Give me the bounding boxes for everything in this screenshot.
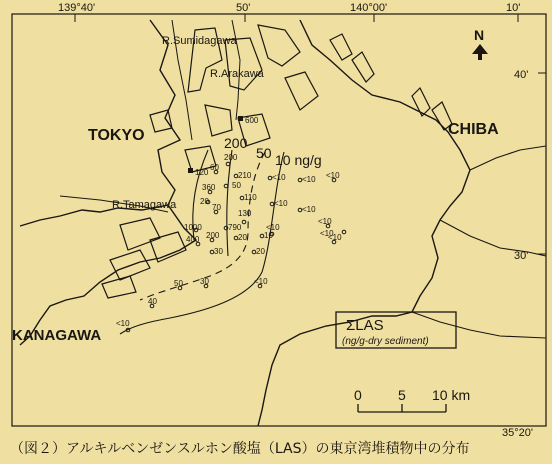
chiba-landfills (330, 34, 452, 130)
station-marker (320, 229, 346, 238)
station-value: <10 (302, 205, 316, 214)
label-tamagawa: R.Tamagawa (112, 199, 177, 211)
station-value: <10 (318, 217, 332, 226)
station-value: 130 (238, 209, 252, 218)
station-value: <10 (266, 223, 280, 232)
station-value: 110 (244, 193, 257, 202)
scale-label-10: 10 km (432, 387, 471, 403)
longitude-ticks (75, 14, 518, 22)
figure-caption: （図２）アルキルベンゼンスルホン酸塩（LAS）の東京湾堆積物中の分布 (10, 441, 470, 457)
station-marker (268, 173, 286, 182)
station-marker (318, 217, 332, 228)
station-marker (298, 205, 316, 214)
station-value: <10 (272, 173, 286, 182)
station-marker (188, 168, 209, 177)
label-chiba: CHIBA (448, 121, 499, 138)
station-value: 60 (210, 163, 219, 172)
station-marker (238, 209, 252, 224)
contour-label-200: 200 (224, 135, 248, 151)
station-value: 20 (238, 233, 247, 242)
lon-tick-1: 139°40' (58, 2, 96, 14)
station-value: <10 (274, 199, 288, 208)
coastline-east-inland (412, 146, 546, 338)
legend-box (336, 312, 456, 348)
scale-bar (358, 404, 446, 412)
station-marker (202, 183, 216, 194)
station-marker (206, 231, 220, 242)
station-value: <10 (328, 233, 342, 242)
station-marker (200, 197, 210, 206)
station-marker (254, 277, 268, 288)
coastline-east (258, 20, 470, 426)
station-value: 30 (214, 247, 223, 256)
station-value: 10 (264, 231, 273, 240)
station-value: <10 (116, 319, 130, 328)
station-value: 20 (256, 247, 265, 256)
station-marker (210, 163, 219, 174)
station-marker (240, 193, 257, 202)
station-value: <10 (326, 171, 340, 180)
station-value: 50 (174, 279, 183, 288)
north-label: N (474, 27, 485, 43)
station-marker (238, 116, 259, 125)
station-marker (224, 153, 238, 166)
station-marker (174, 279, 183, 290)
station-value: <10 (254, 277, 268, 286)
station-marker (200, 277, 209, 288)
station-marker (234, 171, 252, 180)
station-marker (224, 181, 241, 190)
station-marker (234, 233, 247, 242)
lon-tick-4: 10' (506, 2, 521, 14)
station-marker (210, 247, 223, 256)
coastline-west (20, 20, 196, 345)
latitude-ticks (538, 73, 546, 254)
station-marker (212, 203, 221, 214)
contour-label-50: 50 (256, 145, 272, 161)
station-value: 200 (224, 153, 238, 162)
lat-tick-30: 30' (514, 250, 529, 262)
station-value: 40 (148, 297, 157, 306)
map-frame (12, 14, 546, 426)
station-value: 200 (206, 231, 220, 240)
scale-label-0: 0 (354, 387, 362, 403)
station-marker (148, 297, 157, 308)
station-marker (298, 175, 316, 184)
legend-units: (ng/g-dry sediment) (342, 336, 429, 347)
label-arakawa: R.Arakawa (210, 68, 264, 80)
lat-tick-20: 35°20' (502, 427, 533, 436)
station-value: 210 (238, 171, 252, 180)
station-value: 120 (195, 168, 209, 177)
station-marker (326, 171, 340, 182)
scale-label-5: 5 (398, 387, 406, 403)
lon-tick-3: 140°00' (350, 2, 388, 14)
station-marker (270, 199, 288, 208)
label-sumidagawa: R.Sumidagawa (162, 35, 237, 47)
station-value: 30 (200, 277, 209, 286)
station-value: 70 (212, 203, 221, 212)
concentration-contours (120, 150, 284, 334)
station-value: 20 (200, 197, 209, 206)
station-value: 790 (228, 223, 242, 232)
lat-tick-40: 40' (514, 69, 529, 81)
station-value: 360 (202, 183, 216, 192)
station-value: 400 (186, 235, 200, 244)
station-value: 600 (245, 116, 259, 125)
contour-label-10: 10 ng/g (275, 152, 322, 168)
station-value: <10 (302, 175, 316, 184)
label-kanagawa: KANAGAWA (12, 327, 102, 344)
station-value: 1000 (184, 223, 202, 232)
station-marker (252, 247, 265, 256)
station-value: 50 (232, 181, 241, 190)
station-value: <10 (320, 229, 334, 238)
legend-title: ΣLAS (346, 317, 384, 334)
station-marker (184, 223, 202, 232)
north-arrow-icon (472, 27, 488, 60)
lon-tick-2: 50' (236, 2, 251, 14)
label-tokyo: TOKYO (88, 127, 145, 144)
